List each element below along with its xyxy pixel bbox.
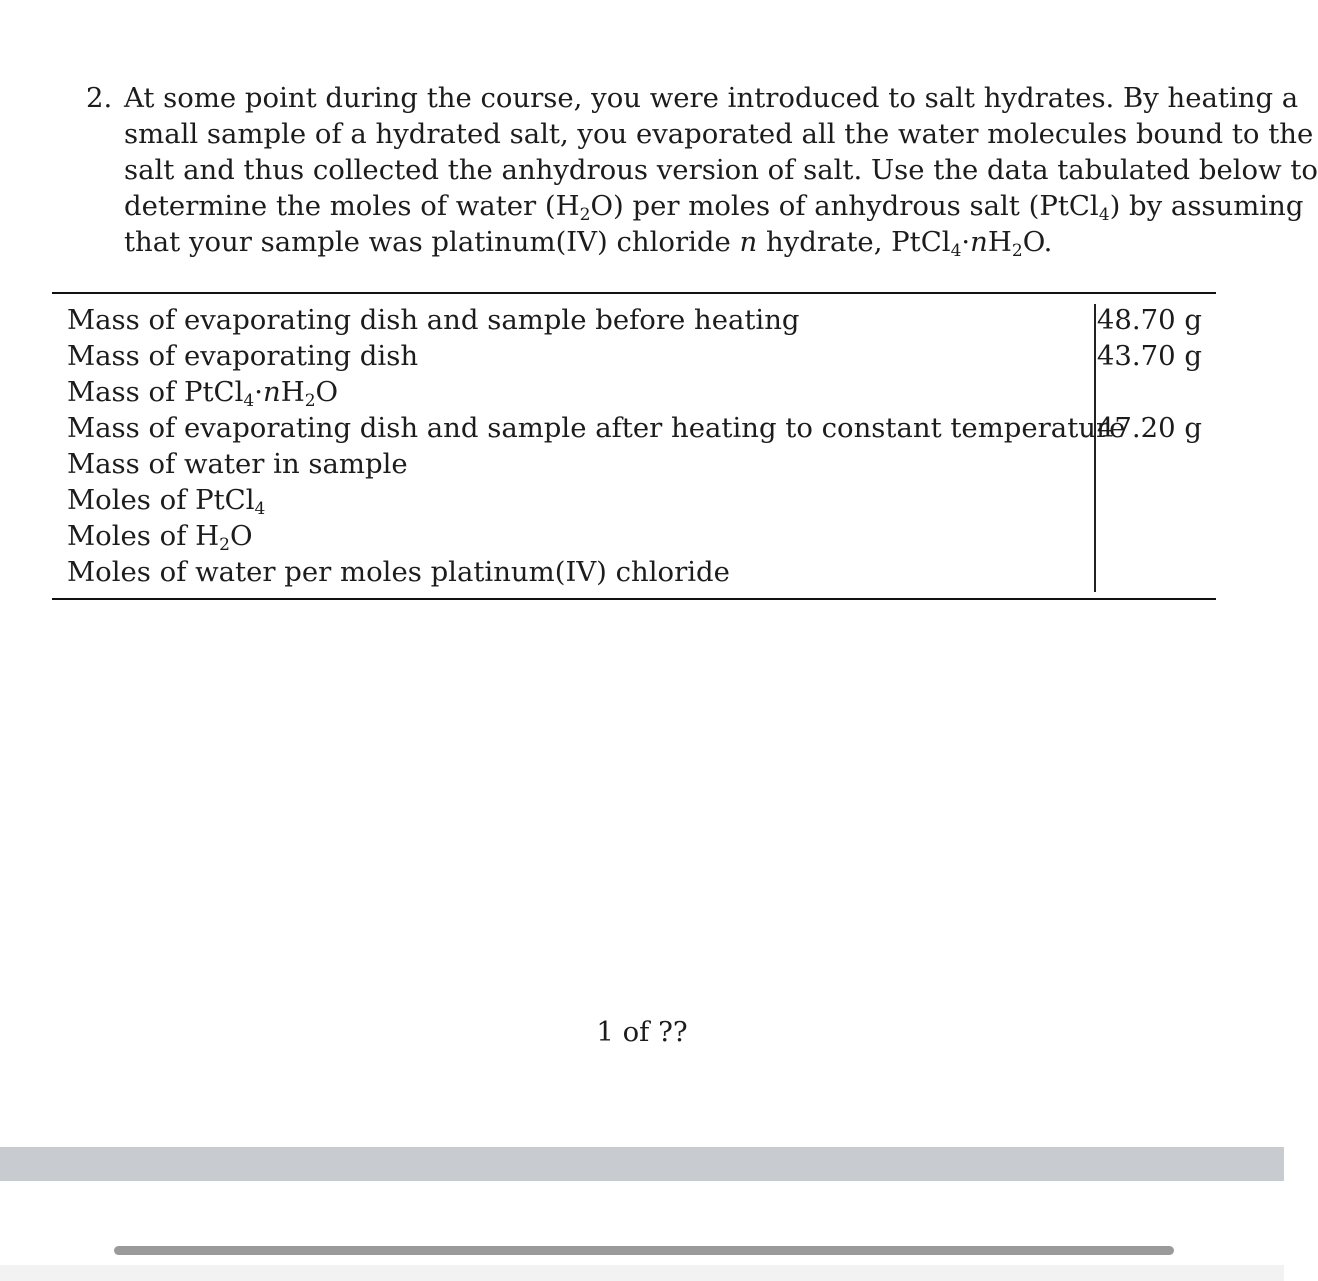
problem-line-3: salt and thus collected the anhydrous version of salt. Use the data tabulated below to <box>124 154 1318 186</box>
data-table <box>52 292 1216 600</box>
problem-2 <box>86 80 1318 261</box>
row-label: Moles of PtCl$_4$ <box>67 484 266 519</box>
table-row <box>52 374 1216 410</box>
row-label: Mass of evaporating dish and sample after heating to constant temperature <box>67 412 1126 444</box>
problem-line-5: that your sample was platinum(IV) chloride n hydrate, $PtCl_4\cdot nH_2O$. <box>124 226 1053 261</box>
row-label: Mass of evaporating dish and sample before heating <box>67 304 800 336</box>
problem-statement <box>124 80 1318 261</box>
row-label: Moles of $H_2O$ <box>67 520 253 555</box>
table-row <box>52 302 1216 338</box>
table-row <box>52 338 1216 374</box>
bottom-strip <box>0 1265 1284 1281</box>
table-row <box>52 446 1216 482</box>
row-label: Mass of $PtCl_4\cdot nH_2O$ <box>67 376 339 411</box>
row-value: 47.20 g <box>1096 412 1202 444</box>
horizontal-scrollbar[interactable] <box>114 1246 1174 1255</box>
toolbar-band <box>0 1147 1284 1181</box>
row-label: Moles of water per moles platinum(IV) chloride <box>67 556 730 588</box>
row-label: Mass of evaporating dish <box>67 340 419 372</box>
problem-number: 2. <box>86 82 113 114</box>
problem-line-4: determine the moles of water $(H_2O)$ per moles of anhydrous salt (PtCl$_4$) by assuming <box>124 190 1304 225</box>
table-row <box>52 518 1216 554</box>
problem-line-1: At some point during the course, you were introduced to salt hydrates. By heating a <box>124 82 1299 114</box>
page-indicator: 1 of ?? <box>596 1016 688 1048</box>
row-value: 48.70 g <box>1096 304 1202 336</box>
row-label: Mass of water in sample <box>67 448 408 480</box>
row-value: 43.70 g <box>1096 340 1202 372</box>
table-row <box>52 554 1216 590</box>
table-row <box>52 410 1216 446</box>
problem-line-2: small sample of a hydrated salt, you evaporated all the water molecules bound to the <box>124 118 1314 150</box>
table-row <box>52 482 1216 518</box>
